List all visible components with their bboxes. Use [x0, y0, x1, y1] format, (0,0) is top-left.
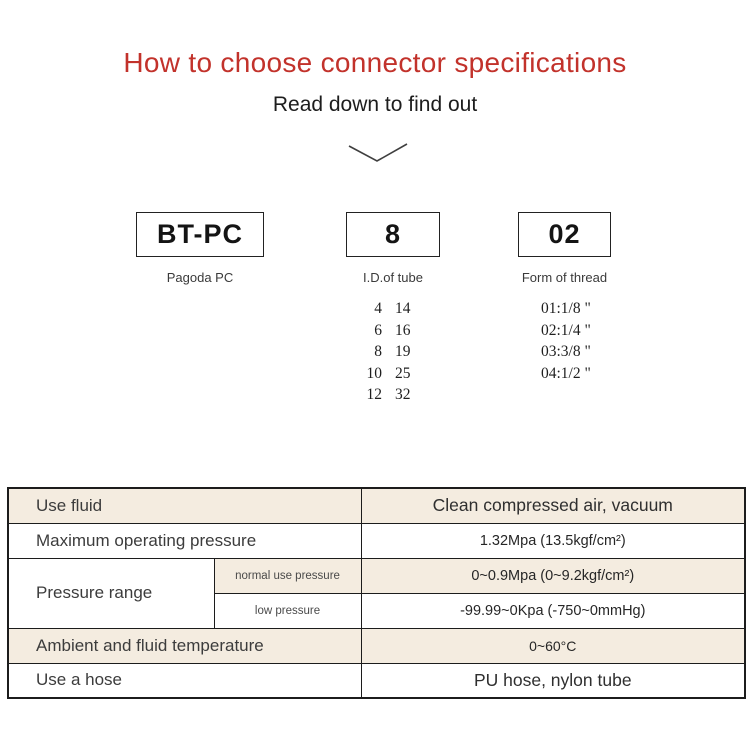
table-row	[8, 523, 745, 558]
code-segment-thread	[518, 212, 611, 285]
table-row	[8, 558, 745, 593]
spec-value-low-pressure: -99.99~0Kpa (-750~0mmHg)	[361, 593, 745, 628]
spec-value-normal-pressure: 0~0.9Mpa (0~9.2kgf/cm²)	[361, 558, 745, 593]
series-code-box: BT-PC	[136, 212, 264, 257]
spec-value-hose: PU hose, nylon tube	[361, 663, 745, 698]
spec-value-use-fluid: Clean compressed air, vacuum	[361, 488, 745, 523]
spec-table	[7, 487, 746, 699]
tube-id-code-box: 8	[346, 212, 440, 257]
page-title: How to choose connector specifications	[123, 47, 627, 78]
spec-label-max-pressure: Maximum operating pressure	[8, 523, 361, 558]
code-segment-series	[136, 212, 264, 285]
spec-value-temperature: 0~60°C	[361, 628, 745, 663]
spec-label-pressure-range: Pressure range	[8, 558, 214, 628]
spec-label-hose: Use a hose	[8, 663, 361, 698]
spec-sublabel-low-pressure: low pressure	[214, 593, 361, 628]
thread-option: 03:3/8 "	[541, 343, 591, 360]
spec-value-max-pressure: 1.32Mpa (13.5kgf/cm²)	[361, 523, 745, 558]
chevron-down-icon	[347, 142, 409, 164]
thread-code-box: 02	[518, 212, 611, 257]
thread-option: 04:1/2 "	[541, 364, 591, 382]
thread-code-label: Form of thread	[521, 270, 608, 285]
page-subtitle: Read down to find out	[272, 93, 478, 116]
table-row	[8, 488, 745, 523]
spec-label-use-fluid: Use fluid	[8, 488, 361, 523]
table-row	[8, 663, 745, 698]
tube-id-option: 10 25	[366, 364, 411, 382]
tube-id-code-label: I.D.of tube	[363, 270, 423, 285]
series-code-label: Pagoda PC	[166, 270, 234, 285]
table-row	[8, 628, 745, 663]
thread-options-list	[541, 298, 591, 384]
code-segment-tube-id	[346, 212, 440, 285]
spec-label-temperature: Ambient and fluid temperature	[8, 628, 361, 663]
tube-id-options-list	[356, 298, 425, 406]
tube-id-option: 4 14	[374, 300, 411, 317]
tube-id-option: 6 16	[374, 321, 411, 339]
thread-option: 01:1/8 "	[541, 300, 591, 317]
thread-option: 02:1/4 "	[541, 321, 591, 339]
tube-id-option: 12 32	[366, 386, 411, 403]
spec-sublabel-normal-pressure: normal use pressure	[214, 558, 361, 593]
tube-id-option: 8 19	[374, 343, 411, 360]
